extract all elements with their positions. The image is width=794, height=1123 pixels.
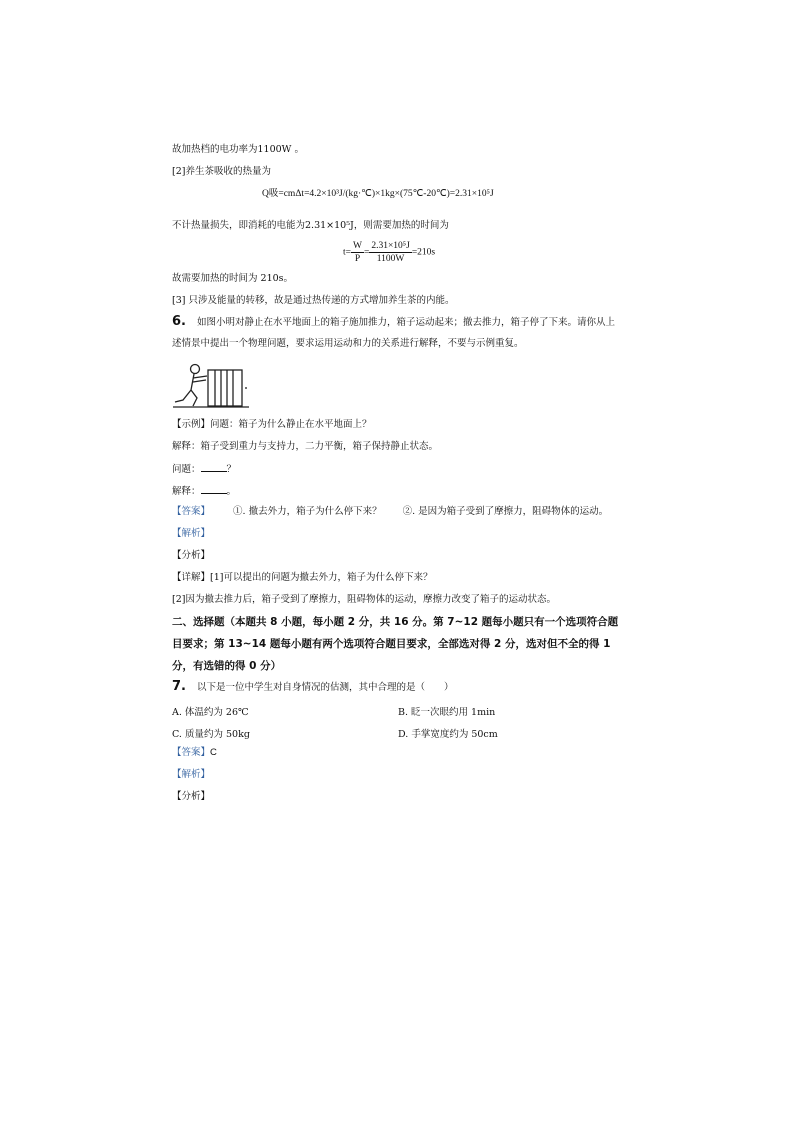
answer-7-value: C — [210, 747, 217, 758]
formula-t-eq: = — [363, 247, 370, 258]
formula-frac2-den: 1100W — [376, 254, 405, 264]
answer-6-row — [172, 506, 608, 518]
formula-heating-time — [343, 240, 435, 265]
section-2-heading-line1: 二、选择题（本题共 8 小题，每小题 2 分，共 16 分。第 7~12 题每小题只有一个选项符合题 — [172, 616, 619, 628]
question-blank-row — [172, 462, 236, 476]
answer-tag: 【答案】 — [172, 506, 211, 517]
answer-7-row — [172, 747, 217, 759]
question-6-text-line2: 述情景中提出一个物理问题，要求运用运动和力的关系进行解释，不要与示例重复。 — [172, 338, 524, 349]
text-energy-transfer: [3] 只涉及能量的转移，故是通过热传递的方式增加养生茶的内能。 — [172, 295, 455, 306]
detail-6-line1: 【详解】[1]可以提出的问题为撤去外力，箱子为什么停下来？ — [172, 572, 433, 583]
formula-t-rhs: =210s — [411, 247, 436, 258]
question-6-text-line1: 如图小明对静止在水平地面上的箱子施加推力，箱子运动起来；撤去推力，箱子停了下来。请你从上 — [197, 317, 616, 328]
text-energy-consumed: 不计热量损失，即消耗的电能为2.31×10⁵J，则需要加热的时间为 — [172, 220, 449, 231]
explain-blank-row — [172, 484, 236, 498]
option-c[interactable]: C. 质量约为 50kg — [172, 729, 250, 740]
question-7-row — [172, 681, 454, 694]
analysis-tag-7: 【解析】 — [172, 769, 211, 780]
analysis-tag-6: 【解析】 — [172, 528, 211, 539]
formula-heat-absorbed: Q吸=cmΔt=4.2×10³J/(kg·℃)×1kg×(75℃-20℃)=2.31×10⁵J — [262, 189, 494, 199]
fenxi-tag-6: 【分析】 — [172, 550, 211, 561]
option-a[interactable]: A. 体温约为 26℃ — [172, 707, 249, 718]
text-heating-power: 故加热档的电功率为1100W 。 — [172, 144, 304, 155]
question-blank[interactable] — [201, 462, 227, 472]
option-d[interactable]: D. 手掌宽度约为 50cm — [398, 729, 498, 740]
explain-blank[interactable] — [201, 484, 227, 494]
text-heating-time: 故需要加热的时间为 210s。 — [172, 273, 294, 284]
person-pushing-box-figure — [173, 362, 249, 410]
text-heat-absorbed-intro: [2]养生茶吸收的热量为 — [172, 166, 271, 177]
question-number-7: 7. — [172, 679, 186, 694]
answer-7-tag: 【答案】 — [172, 747, 211, 758]
detail-6-line2: [2]因为撤去推力后，箱子受到了摩擦力，阻碍物体的运动，摩擦力改变了箱子的运动状态。 — [172, 594, 556, 605]
section-2-heading-line2: 目要求；第 13~14 题每小题有两个选项符合题目要求，全部选对得 2 分，选对但不全的得 1 — [172, 638, 611, 650]
formula-frac1-den: P — [354, 254, 361, 264]
formula-t-lhs: t= — [343, 247, 351, 258]
fenxi-tag-7: 【分析】 — [172, 791, 211, 802]
formula-frac2-num: 2.31×10⁵J — [371, 241, 410, 251]
option-b[interactable]: B. 眨一次眼约用 1min — [398, 707, 496, 718]
example-explanation: 解释：箱子受到重力与支持力，二力平衡，箱子保持静止状态。 — [172, 441, 439, 452]
formula-fraction-w-over-p — [351, 240, 364, 265]
explain-label: 解释： — [172, 486, 201, 497]
question-6-line1 — [172, 316, 615, 329]
answer-6-part2: ②. 是因为箱子受到了摩擦力，阻碍物体的运动。 — [402, 506, 609, 517]
formula-frac1-num: W — [353, 241, 362, 251]
answer-6-part1: ①. 撤去外力，箱子为什么停下来？ — [233, 506, 382, 517]
question-7-text: 以下是一位中学生对自身情况的估测，其中合理的是（ ） — [197, 682, 454, 693]
question-number-6: 6. — [172, 314, 186, 329]
question-label: 问题： — [172, 464, 201, 475]
section-2-heading-line3: 分，有选错的得 0 分） — [172, 660, 282, 672]
formula-fraction-energy-over-power — [369, 240, 412, 265]
explain-suffix: 。 — [226, 486, 237, 497]
question-suffix: ？ — [226, 464, 237, 475]
example-question: 【示例】问题：箱子为什么静止在水平地面上？ — [172, 419, 372, 430]
